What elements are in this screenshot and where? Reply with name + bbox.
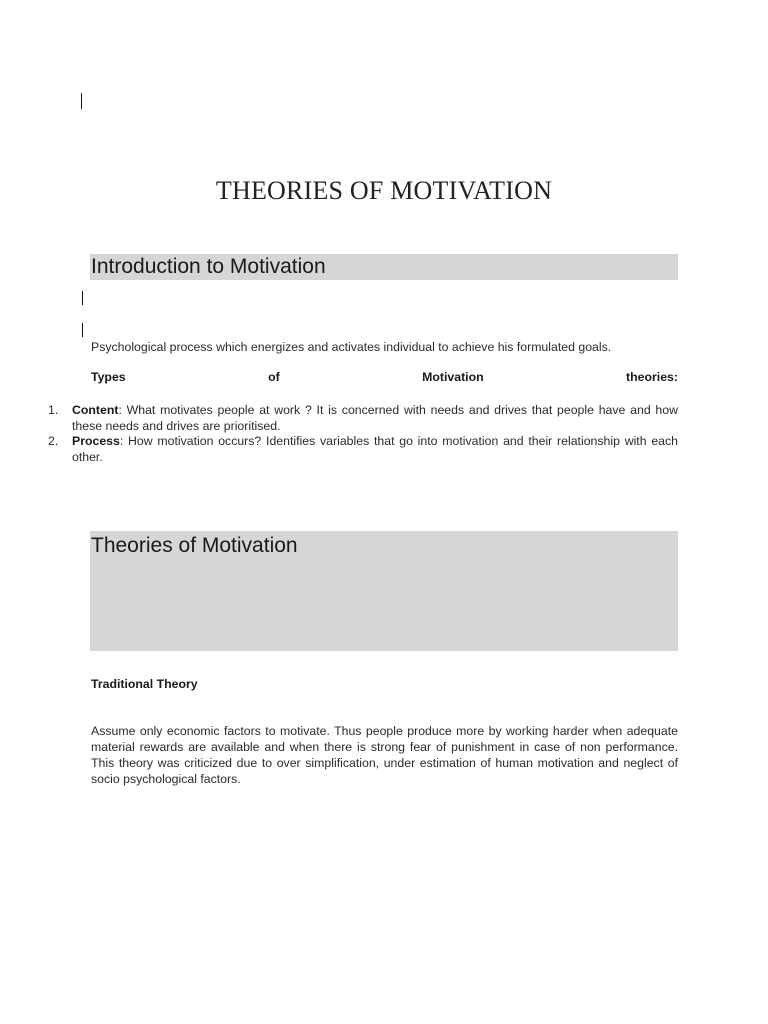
list-item-term: Content (72, 403, 119, 417)
types-heading-word: theories: (626, 370, 678, 384)
types-list (48, 403, 678, 467)
list-number: 2. (48, 434, 59, 448)
list-item-text: : How motivation occurs? Identifies variables that go into motivation and their relationship with each other. (72, 434, 678, 464)
theories-section-title: Theories of Motivation (91, 534, 298, 557)
traditional-theory-text: Assume only economic factors to motivate. Thus people produce more by working harder when adequate material rewards are available and when there is strong fear of punishment in case of non performance. This theory was criticized due to over simplification, under estimation of human motivation and neglect of socio psychological factors. (91, 724, 678, 786)
types-heading-word: Motivation (422, 370, 484, 384)
text-cursor (82, 323, 83, 337)
text-cursor (82, 291, 83, 305)
list-item-text: : What motivates people at work ? It is concerned with needs and drives that people have and how these needs and drives are prioritised. (72, 403, 678, 433)
document-title: THEORIES OF MOTIVATION (215, 176, 553, 205)
text-cursor (81, 93, 82, 109)
types-heading-word: of (268, 370, 280, 384)
traditional-theory-heading: Traditional Theory (91, 677, 198, 691)
types-heading-word: Types (91, 370, 126, 384)
list-item-body (72, 403, 678, 434)
list-number: 1. (48, 403, 59, 417)
list-item-term: Process (72, 434, 120, 448)
list-item-body (72, 434, 678, 465)
theories-section-heading (90, 531, 678, 651)
intro-section-heading: Introduction to Motivation (90, 254, 678, 280)
types-heading (91, 370, 678, 384)
motivation-definition: Psychological process which energizes and activates individual to achieve his formulated goals. (91, 340, 612, 354)
